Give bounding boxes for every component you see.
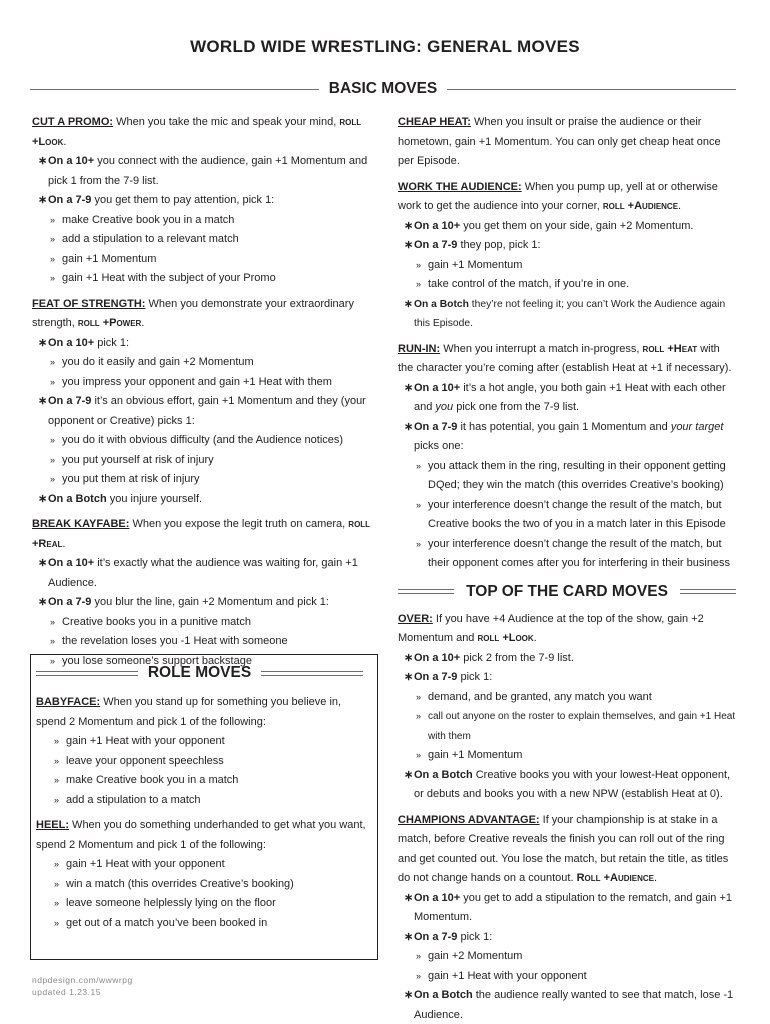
outcome-7-9: ∗On a 7-9 it’s an obvious effort, gain +1 Momentum and they (your opponent or Creative) picks 1: — [32, 392, 374, 431]
outcome-10plus: ∗On a 10+ it’s a hot angle, you both gain +1 Heat with each other and you pick one from the 7-9 list. — [398, 379, 736, 418]
chevron-icon: » — [50, 616, 56, 627]
option-item: » add a stipulation to a match — [36, 791, 371, 811]
option-item: » gain +1 Heat with your opponent — [398, 967, 736, 987]
chevron-icon: » — [416, 951, 422, 961]
move-name: BREAK KAYFABE: — [32, 518, 130, 530]
move-name: WORK THE AUDIENCE: — [398, 180, 522, 193]
move-feat-of-strength: FEAT OF STRENGTH: When you demonstrate your extraordinary strength, roll +Power. ∗On a 10+ pick 1: » you do it easily and gain +2 Momentum » you impress your opponent and gain +1 Heat with them ∗On a 7-9 it’s an obvious effort, gain +1 Momentum and they (your opponent or Creative) picks 1: » you do it with obvious difficulty (and the Audience notices) » you put yourself at risk of injury » you put them at risk of injury ∗On a Botch you injure yourself. — [32, 295, 374, 510]
chevron-icon: » — [54, 794, 60, 805]
star-icon: ∗ — [404, 989, 414, 1001]
star-icon: ∗ — [404, 651, 414, 664]
option-item: » you impress your opponent and gain +1 Heat with them — [32, 373, 374, 393]
move-name: CUT A PROMO: — [32, 116, 114, 128]
outcome-botch: ∗On a Botch they’re not feeling it; you can’t Work the Audience again this Episode. — [398, 295, 736, 334]
option-item: » gain +1 Momentum — [398, 746, 736, 766]
outcome-10plus: ∗On a 10+ pick 2 from the 7-9 list. — [398, 649, 736, 669]
option-item: » get out of a match you’ve been booked in — [36, 914, 371, 934]
chevron-icon: » — [50, 474, 56, 484]
move-cut-a-promo: CUT A PROMO: When you take the mic and speak your mind, roll +Look. ∗On a 10+ you connect with the audience, gain +1 Momentum and pick 1 from the 7-9 list. ∗On a 7-9 you get them to pay attention, pick 1: » make Creative book you in a match » add a stipulation to a relevant match » gain +1 Momentum » gain +1 Heat with the subject of your Promo — [32, 113, 374, 289]
option-item: » win a match (this overrides Creative’s booking) — [36, 875, 371, 895]
option-item: » gain +1 Momentum — [32, 250, 374, 270]
star-icon: ∗ — [404, 671, 414, 683]
option-item: » gain +1 Heat with the subject of your Promo — [32, 269, 374, 289]
outcome-botch: ∗On a Botch Creative books you with your lowest-Heat opponent, or debuts and books you with a new NPW (establish Heat at 0). — [398, 766, 736, 805]
star-icon: ∗ — [404, 381, 414, 394]
footer-url: ndpdesign.com/wwwrpg — [32, 975, 133, 985]
star-icon: ∗ — [38, 194, 48, 206]
outcome-10plus: ∗On a 10+ you connect with the audience, gain +1 Momentum and pick 1 from the 7-9 list. — [32, 152, 374, 191]
move-work-the-audience: WORK THE AUDIENCE: When you pump up, yell at or otherwise work to get the audience into your corner, roll +Audience. ∗On a 10+ you get them on your side, gain +2 Momentum. ∗On a 7-9 they pop, pick 1: » gain +1 Momentum » take control of the match, if you’re in one. ∗On a Botch they’re not feeling it; you can’t Work the Audience again this Episode. — [398, 178, 736, 334]
star-icon: ∗ — [404, 768, 414, 781]
chevron-icon: » — [50, 376, 56, 387]
option-item: » your interference doesn’t change the result of the match, but Creative books the two of you in a match later in this Episode — [398, 496, 736, 535]
heading-rule-right — [447, 89, 736, 90]
option-item: » you attack them in the ring, resulting in their opponent getting DQed; they win the match (this overrides Creative’s booking) — [398, 457, 736, 496]
move-name: CHAMPIONS ADVANTAGE: — [398, 813, 540, 826]
outcome-7-9: ∗On a 7-9 you get them to pay attention, pick 1: — [32, 191, 374, 211]
footer-updated: updated 1.23.15 — [32, 987, 101, 997]
chevron-icon: » — [416, 259, 422, 270]
page-title: WORLD WIDE WRESTLING: GENERAL MOVES — [190, 37, 580, 56]
chevron-icon: » — [416, 711, 422, 721]
move-name: BABYFACE: — [36, 696, 101, 708]
move-heel: HEEL: When you do something underhanded to get what you want, spend 2 Momentum and pick 1 of the following: » gain +1 Heat with your opponent » win a match (this overrides Creative’s booking) » leave someone helplessly lying on the floor » get out of a match you’ve been booked in — [36, 816, 371, 933]
option-item: » Creative books you in a punitive match — [32, 613, 374, 633]
star-icon: ∗ — [38, 596, 48, 608]
chevron-icon: » — [54, 755, 60, 766]
chevron-icon: » — [416, 538, 422, 549]
chevron-icon: » — [50, 253, 56, 264]
outcome-botch: ∗On a Botch the audience really wanted to see that match, lose -1 Audience. — [398, 986, 736, 1024]
outcome-7-9: ∗On a 7-9 it has potential, you gain 1 Momentum and your target picks one: — [398, 418, 736, 457]
outcome-10plus: ∗On a 10+ you get them on your side, gain +2 Momentum. — [398, 217, 736, 237]
option-item: » demand, and be granted, any match you want — [398, 688, 736, 708]
footer — [32, 974, 133, 998]
outcome-7-9: ∗On a 7-9 pick 1: — [398, 928, 736, 948]
star-icon: ∗ — [404, 930, 414, 943]
option-item: » take control of the match, if you’re in one. — [398, 275, 736, 295]
move-break-kayfabe: BREAK KAYFABE: When you expose the legit truth on camera, roll +Real. ∗On a 10+ it’s exactly what the audience was waiting for, gain +1 Audience. ∗On a 7-9 you blur the line, gain +2 Momentum and pick 1: » Creative books you in a punitive match » the revelation loses you -1 Heat with someone » you lose someone’s support backstage — [32, 515, 374, 671]
move-babyface: BABYFACE: When you stand up for something you believe in, spend 2 Momentum and pick 1 of the following: » gain +1 Heat with your opponent » leave your opponent speechless » make Creative book you in a match » add a stipulation to a match — [36, 693, 371, 810]
option-item: » make Creative book you in a match — [36, 771, 371, 791]
heading-rule-left — [398, 589, 454, 594]
star-icon: ∗ — [38, 395, 48, 407]
option-item: » leave someone helplessly lying on the floor — [36, 894, 371, 914]
outcome-7-9: ∗On a 7-9 you blur the line, gain +2 Momentum and pick 1: — [32, 593, 374, 613]
move-name: CHEAP HEAT: — [398, 116, 471, 128]
star-icon: ∗ — [404, 420, 414, 433]
option-item: » gain +2 Momentum — [398, 947, 736, 967]
basic-moves-heading — [30, 79, 736, 99]
option-item: » you lose someone’s support backstage — [32, 652, 374, 672]
basic-moves-label: BASIC MOVES — [328, 80, 438, 97]
option-item: » gain +1 Momentum — [398, 256, 736, 276]
option-item: » you do it with obvious difficulty (and the Audience notices) — [32, 431, 374, 451]
chevron-icon: » — [416, 750, 422, 760]
heading-rule-left — [36, 671, 138, 676]
heading-rule-left — [30, 89, 319, 90]
option-item: » gain +1 Heat with your opponent — [36, 732, 371, 752]
outcome-7-9: ∗On a 7-9 they pop, pick 1: — [398, 236, 736, 256]
top-of-card-label: TOP OF THE CARD MOVES — [466, 582, 668, 600]
option-item: » add a stipulation to a relevant match — [32, 230, 374, 250]
move-name: RUN-IN: — [398, 342, 441, 355]
option-item: » the revelation loses you -1 Heat with someone — [32, 632, 374, 652]
move-name: FEAT OF STRENGTH: — [32, 297, 146, 310]
option-item: » make Creative book you in a match — [32, 211, 374, 231]
chevron-icon: » — [416, 279, 422, 289]
star-icon: ∗ — [38, 492, 48, 505]
role-moves-heading — [36, 663, 363, 683]
chevron-icon: » — [416, 970, 422, 981]
chevron-icon: » — [50, 214, 56, 225]
chevron-icon: » — [54, 859, 60, 869]
chevron-icon: » — [54, 898, 60, 908]
move-name: HEEL: — [36, 819, 69, 831]
chevron-icon: » — [50, 357, 56, 367]
outcome-10plus: ∗On a 10+ it’s exactly what the audience was waiting for, gain +1 Audience. — [32, 554, 374, 593]
role-moves-box — [30, 654, 378, 960]
star-icon: ∗ — [38, 336, 48, 349]
move-cheap-heat: CHEAP HEAT: When you insult or praise the audience or their hometown, gain +1 Momentum. You can only get cheap heat once per Episode. — [398, 116, 721, 167]
star-icon: ∗ — [404, 239, 414, 251]
move-run-in: RUN-IN: When you interrupt a match in-progress, roll +Heat with the character you’re coming after (establish Heat at +1 if necessary). ∗On a 10+ it’s a hot angle, you both gain +1 Heat with each other and you pick one from the 7-9 list. ∗On a 7-9 it has potential, you gain 1 Momentum and your target picks one: » you attack them in the ring, resulting in their opponent getting DQed; they win the match (this overrides Creative’s booking) » your interference doesn’t change the result of the match, but Creative books the two of you in a match later in this Episode » your interference doesn’t change the result of the match, but their opponent comes after you for interfering in their business — [398, 340, 736, 574]
move-champions-advantage: CHAMPIONS ADVANTAGE: If your championship is at stake in a match, before Creative reveals the finish you can roll out of the ring and get counted out. You lose the match, but retain the title, as titles do not change hands on a countout. Roll +Audience. ∗On a 10+ you get to add a stipulation to the rematch, and gain +1 Momentum. ∗On a 7-9 pick 1: » gain +2 Momentum » gain +1 Heat with your opponent ∗On a Botch the audience really wanted to see that match, lose -1 Audience. — [398, 811, 736, 1024]
right-column — [398, 113, 736, 1024]
option-item: » you do it easily and gain +2 Momentum — [32, 353, 374, 373]
chevron-icon: » — [54, 917, 60, 928]
heading-rule-right — [680, 589, 736, 594]
option-item: » gain +1 Heat with your opponent — [36, 855, 371, 875]
chevron-icon: » — [50, 234, 56, 244]
move-name: OVER: — [398, 612, 433, 625]
outcome-10plus: ∗On a 10+ pick 1: — [32, 334, 374, 354]
chevron-icon: » — [50, 273, 56, 283]
option-item: » you put yourself at risk of injury — [32, 451, 374, 471]
chevron-icon: » — [54, 878, 60, 889]
option-item: » leave your opponent speechless — [36, 752, 371, 772]
role-moves-label: ROLE MOVES — [147, 664, 252, 681]
outcome-botch: ∗On a Botch you injure yourself. — [32, 490, 374, 510]
chevron-icon: » — [416, 460, 422, 471]
chevron-icon: » — [54, 775, 60, 785]
chevron-icon: » — [54, 736, 60, 746]
chevron-icon: » — [50, 636, 56, 646]
chevron-icon: » — [50, 655, 56, 666]
top-of-card-heading — [398, 582, 736, 602]
star-icon: ∗ — [38, 557, 48, 569]
star-icon: ∗ — [404, 219, 414, 232]
chevron-icon: » — [416, 691, 422, 702]
star-icon: ∗ — [404, 891, 414, 904]
chevron-icon: » — [50, 454, 56, 465]
option-item: » your interference doesn’t change the result of the match, but their opponent comes after you for interfering in their business — [398, 535, 736, 574]
outcome-10plus: ∗On a 10+ you get to add a stipulation to the rematch, and gain +1 Momentum. — [398, 889, 736, 928]
heading-rule-right — [261, 671, 363, 676]
left-column — [32, 113, 374, 677]
option-item: » call out anyone on the roster to explain themselves, and gain +1 Heat with them — [398, 707, 736, 746]
chevron-icon: » — [50, 435, 56, 445]
chevron-icon: » — [416, 499, 422, 510]
star-icon: ∗ — [404, 298, 413, 310]
outcome-7-9: ∗On a 7-9 pick 1: — [398, 668, 736, 688]
star-icon: ∗ — [38, 155, 48, 167]
move-over: OVER: If you have +4 Audience at the top of the show, gain +2 Momentum and roll +Look. ∗On a 10+ pick 2 from the 7-9 list. ∗On a 7-9 pick 1: » demand, and be granted, any match you want » call out anyone on the roster to explain themselves, and gain +1 Heat with them » gain +1 Momentum ∗On a Botch Creative books you with your lowest-Heat opponent, or debuts and books you with a new NPW (establish Heat at 0). — [398, 610, 736, 805]
option-item: » you put them at risk of injury — [32, 470, 374, 490]
